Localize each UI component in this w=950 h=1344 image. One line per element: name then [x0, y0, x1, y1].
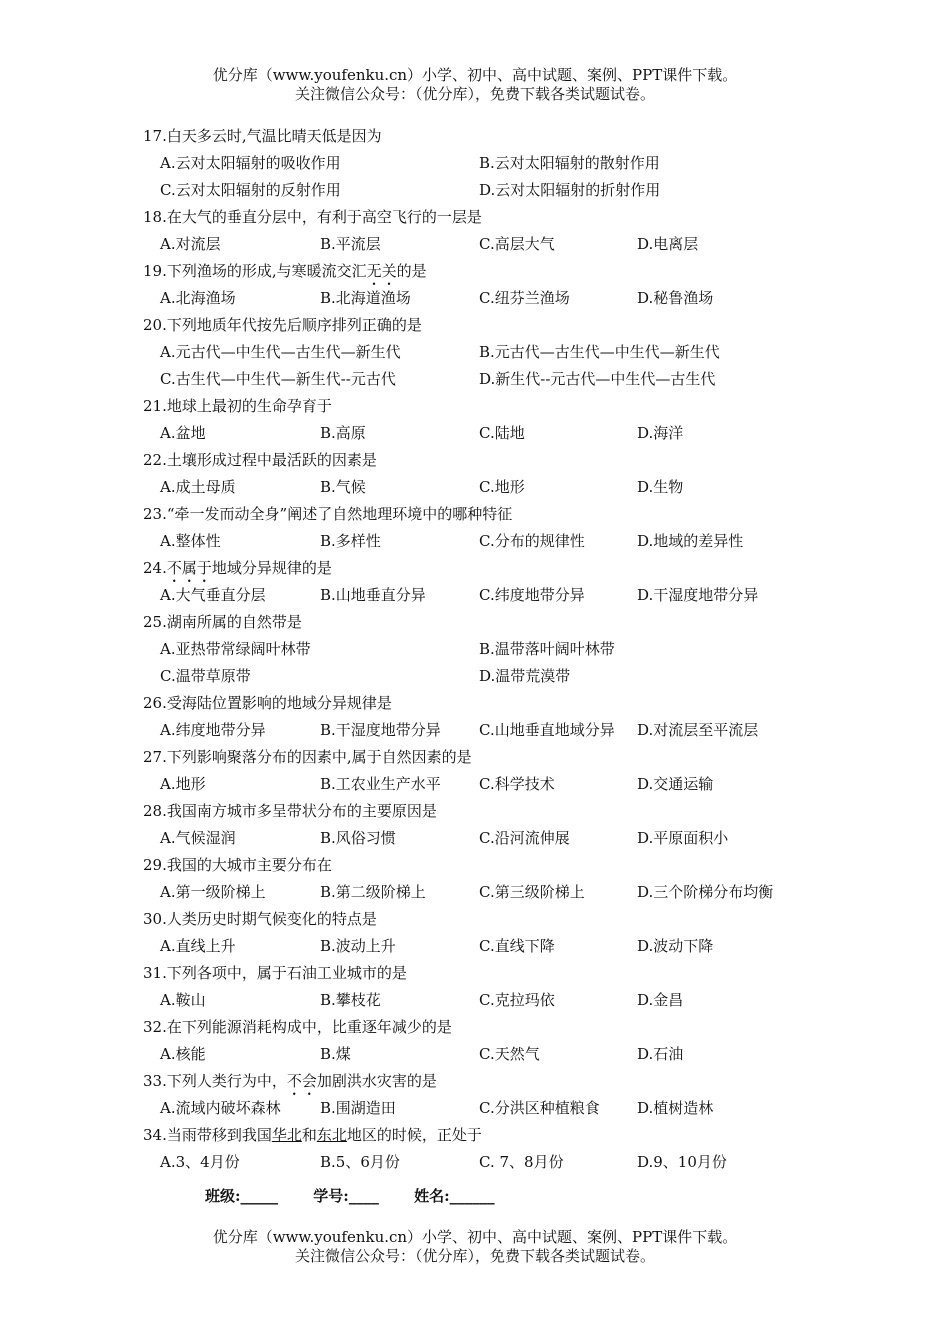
question-item [143, 123, 843, 204]
option-b[interactable]: B.山地垂直分异 [320, 586, 426, 604]
option-c[interactable]: C.纽芬兰渔场 [479, 289, 570, 307]
option-b[interactable]: B.多样性 [320, 532, 381, 550]
option-b[interactable]: B.元古代—古生代—中生代—新生代 [479, 343, 720, 361]
option-row [143, 933, 843, 960]
option-b[interactable]: B.第二级阶梯上 [320, 883, 426, 901]
footer-line-2: 关注微信公众号：（优分库），免费下载各类试题试卷。 [294, 1247, 655, 1265]
question-stem: 17.白天多云时,气温比晴天低是因为 [143, 127, 382, 145]
option-b[interactable]: B.5、6月份 [320, 1153, 400, 1171]
stem-part: 19.下列渔场的形成,与寒暖流交汇 [143, 262, 367, 280]
question-stem: 22.土壤形成过程中最活跃的因素是 [143, 451, 377, 469]
option-row [143, 339, 843, 366]
option-a[interactable]: A.鞍山 [160, 991, 206, 1009]
stem-part: 不属于 [166, 559, 212, 577]
question-item [143, 258, 843, 312]
option-a[interactable]: A.对流层 [160, 235, 221, 253]
option-b[interactable]: B.温带落叶阔叶林带 [479, 640, 615, 658]
option-c[interactable]: C.直线下降 [479, 937, 555, 955]
option-d[interactable]: D.金昌 [637, 991, 684, 1009]
option-a[interactable]: A.直线上升 [160, 937, 236, 955]
question-item [143, 1122, 843, 1176]
option-b[interactable]: B.工农业生产水平 [320, 775, 441, 793]
option-c[interactable]: C.分洪区种植粮食 [479, 1099, 600, 1117]
option-b[interactable]: B.北海道渔场 [320, 289, 411, 307]
option-c[interactable]: C.云对太阳辐射的反射作用 [160, 181, 341, 199]
question-stem: 32.在下列能源消耗构成中，比重逐年减少的是 [143, 1018, 452, 1036]
option-a[interactable]: A.第一级阶梯上 [160, 883, 266, 901]
option-d[interactable]: D.干湿度地带分异 [637, 586, 759, 604]
option-c[interactable]: C.天然气 [479, 1045, 540, 1063]
question-list [143, 123, 843, 1176]
option-b[interactable]: B.云对太阳辐射的散射作用 [479, 154, 660, 172]
option-d[interactable]: D.生物 [637, 478, 684, 496]
option-a[interactable]: A.成土母质 [160, 478, 236, 496]
option-row [143, 366, 843, 393]
name-field[interactable]: 姓名:______ [414, 1187, 495, 1205]
stem-part: 华北 [271, 1126, 302, 1144]
option-d[interactable]: D.9、10月份 [637, 1153, 727, 1171]
question-stem [143, 1122, 843, 1149]
question-stem [143, 258, 843, 285]
footer-line-1: 优分库（www.youfenku.cn）小学、初中、高中试题、案例、PPT课件下载。 [212, 1228, 738, 1246]
stem-part: 24. [143, 559, 167, 577]
option-b[interactable]: B.气候 [320, 478, 366, 496]
option-c[interactable]: C.分布的规律性 [479, 532, 585, 550]
option-d[interactable]: D.秘鲁渔场 [637, 289, 714, 307]
question-item [143, 501, 843, 555]
option-d[interactable]: D.平原面积小 [637, 829, 729, 847]
option-row [143, 1041, 843, 1068]
stem-part: 地域分异规律的是 [211, 559, 332, 577]
question-item [143, 609, 843, 690]
question-item [143, 690, 843, 744]
option-a[interactable]: A.流域内破坏森林 [160, 1099, 281, 1117]
question-item [143, 1068, 843, 1122]
question-stem: 31.下列各项中，属于石油工业城市的是 [143, 964, 407, 982]
option-d[interactable]: D.海洋 [637, 424, 684, 442]
option-c[interactable]: C.地形 [479, 478, 525, 496]
option-b[interactable]: B.风俗习惯 [320, 829, 396, 847]
question-item [143, 906, 843, 960]
question-stem: 20.下列地质年代按先后顺序排列正确的是 [143, 316, 422, 334]
option-row [143, 771, 843, 798]
question-stem [143, 1068, 843, 1095]
option-d[interactable]: D.云对太阳辐射的折射作用 [479, 181, 661, 199]
question-item [143, 852, 843, 906]
class-field[interactable]: 班级:_____ [205, 1187, 279, 1205]
option-d[interactable]: D.波动下降 [637, 937, 714, 955]
question-item [143, 960, 843, 1014]
student-info [205, 1185, 525, 1206]
option-c[interactable]: C. 7、8月份 [479, 1153, 564, 1171]
stem-part: 东北 [316, 1126, 347, 1144]
option-row [143, 177, 843, 204]
option-a[interactable]: A.3、4月份 [160, 1153, 240, 1171]
option-c[interactable]: C.沿河流伸展 [479, 829, 570, 847]
question-stem: 30.人类历史时期气候变化的特点是 [143, 910, 377, 928]
option-b[interactable]: B.波动上升 [320, 937, 396, 955]
option-row [143, 663, 843, 690]
stem-part: 地区的时候，正处于 [346, 1126, 482, 1144]
question-item [143, 312, 843, 393]
option-d[interactable]: D.交通运输 [637, 775, 714, 793]
footer-banner [0, 1228, 950, 1266]
question-item [143, 744, 843, 798]
option-a[interactable]: A.整体性 [160, 532, 221, 550]
question-stem: 28.我国南方城市多呈带状分布的主要原因是 [143, 802, 437, 820]
option-b[interactable]: B.高原 [320, 424, 366, 442]
stem-part: 的是 [396, 262, 427, 280]
option-row [143, 285, 843, 312]
option-row [143, 717, 843, 744]
stem-part: 和 [301, 1126, 317, 1144]
question-stem: 29.我国的大城市主要分布在 [143, 856, 332, 874]
option-d[interactable]: D.温带荒漠带 [479, 667, 571, 685]
question-item [143, 555, 843, 609]
option-d[interactable]: D.新生代--元古代—中生代—古生代 [479, 370, 716, 388]
question-item [143, 798, 843, 852]
question-item [143, 447, 843, 501]
option-b[interactable]: B.干湿度地带分异 [320, 721, 441, 739]
question-stem [143, 555, 843, 582]
header-line-2: 关注微信公众号：（优分库），免费下载各类试题试卷。 [294, 85, 655, 103]
option-c[interactable]: C.纬度地带分异 [479, 586, 585, 604]
option-b[interactable]: B.平流层 [320, 235, 381, 253]
question-stem: 25.湖南所属的自然带是 [143, 613, 302, 631]
stem-part: 加剧洪水灾害的是 [316, 1072, 437, 1090]
option-b[interactable]: B.攀枝花 [320, 991, 381, 1009]
option-row [143, 420, 843, 447]
option-row [143, 1149, 843, 1176]
option-c[interactable]: C.科学技术 [479, 775, 555, 793]
stem-part: 不会 [286, 1072, 317, 1090]
header-banner [0, 66, 950, 104]
option-a[interactable]: A.亚热带常绿阔叶林带 [160, 640, 311, 658]
option-d[interactable]: D.对流层至平流层 [637, 721, 759, 739]
option-c[interactable]: C.古生代—中生代—新生代--元古代 [160, 370, 396, 388]
header-line-1: 优分库（www.youfenku.cn）小学、初中、高中试题、案例、PPT课件下载。 [212, 66, 738, 84]
option-a[interactable]: A.盆地 [160, 424, 206, 442]
option-d[interactable]: D.地域的差异性 [637, 532, 744, 550]
option-c[interactable]: C.温带草原带 [160, 667, 251, 685]
option-b[interactable]: B.煤 [320, 1045, 351, 1063]
option-a[interactable]: A.地形 [160, 775, 206, 793]
option-a[interactable]: A.气候湿润 [160, 829, 236, 847]
question-item [143, 1014, 843, 1068]
option-a[interactable]: A.元古代—中生代—古生代—新生代 [160, 343, 401, 361]
option-c[interactable]: C.山地垂直地域分异 [479, 721, 615, 739]
question-item [143, 204, 843, 258]
option-row [143, 825, 843, 852]
option-d[interactable]: D.植树造林 [637, 1099, 714, 1117]
option-c[interactable]: C.高层大气 [479, 235, 555, 253]
option-row [143, 150, 843, 177]
question-stem: 18.在大气的垂直分层中，有利于高空飞行的一层是 [143, 208, 482, 226]
option-c[interactable]: C.克拉玛依 [479, 991, 555, 1009]
option-row [143, 528, 843, 555]
stem-part: 33.下列人类行为中， [143, 1072, 287, 1090]
student-id-field[interactable]: 学号:____ [313, 1187, 379, 1205]
question-stem: 23.“牵一发而动全身”阐述了自然地理环境中的哪种特征 [143, 505, 513, 523]
stem-part: 无关 [366, 262, 397, 280]
option-a[interactable]: A.云对太阳辐射的吸收作用 [160, 154, 341, 172]
option-row [143, 231, 843, 258]
option-a[interactable]: A.纬度地带分异 [160, 721, 266, 739]
option-row [143, 474, 843, 501]
option-a[interactable]: A.大气垂直分层 [160, 586, 266, 604]
stem-part: 34.当雨带移到我国 [143, 1126, 272, 1144]
option-a[interactable]: A.北海渔场 [160, 289, 236, 307]
question-item [143, 393, 843, 447]
option-row [143, 582, 843, 609]
option-c[interactable]: C.陆地 [479, 424, 525, 442]
option-row [143, 987, 843, 1014]
option-row [143, 1095, 843, 1122]
option-d[interactable]: D.三个阶梯分布均衡 [637, 883, 774, 901]
question-stem: 26.受海陆位置影响的地域分异规律是 [143, 694, 392, 712]
option-b[interactable]: B.围湖造田 [320, 1099, 396, 1117]
question-stem: 21.地球上最初的生命孕育于 [143, 397, 332, 415]
option-row [143, 636, 843, 663]
question-stem: 27.下列影响聚落分布的因素中,属于自然因素的是 [143, 748, 472, 766]
option-d[interactable]: D.石油 [637, 1045, 684, 1063]
option-d[interactable]: D.电离层 [637, 235, 699, 253]
option-a[interactable]: A.核能 [160, 1045, 206, 1063]
option-row [143, 879, 843, 906]
option-c[interactable]: C.第三级阶梯上 [479, 883, 585, 901]
